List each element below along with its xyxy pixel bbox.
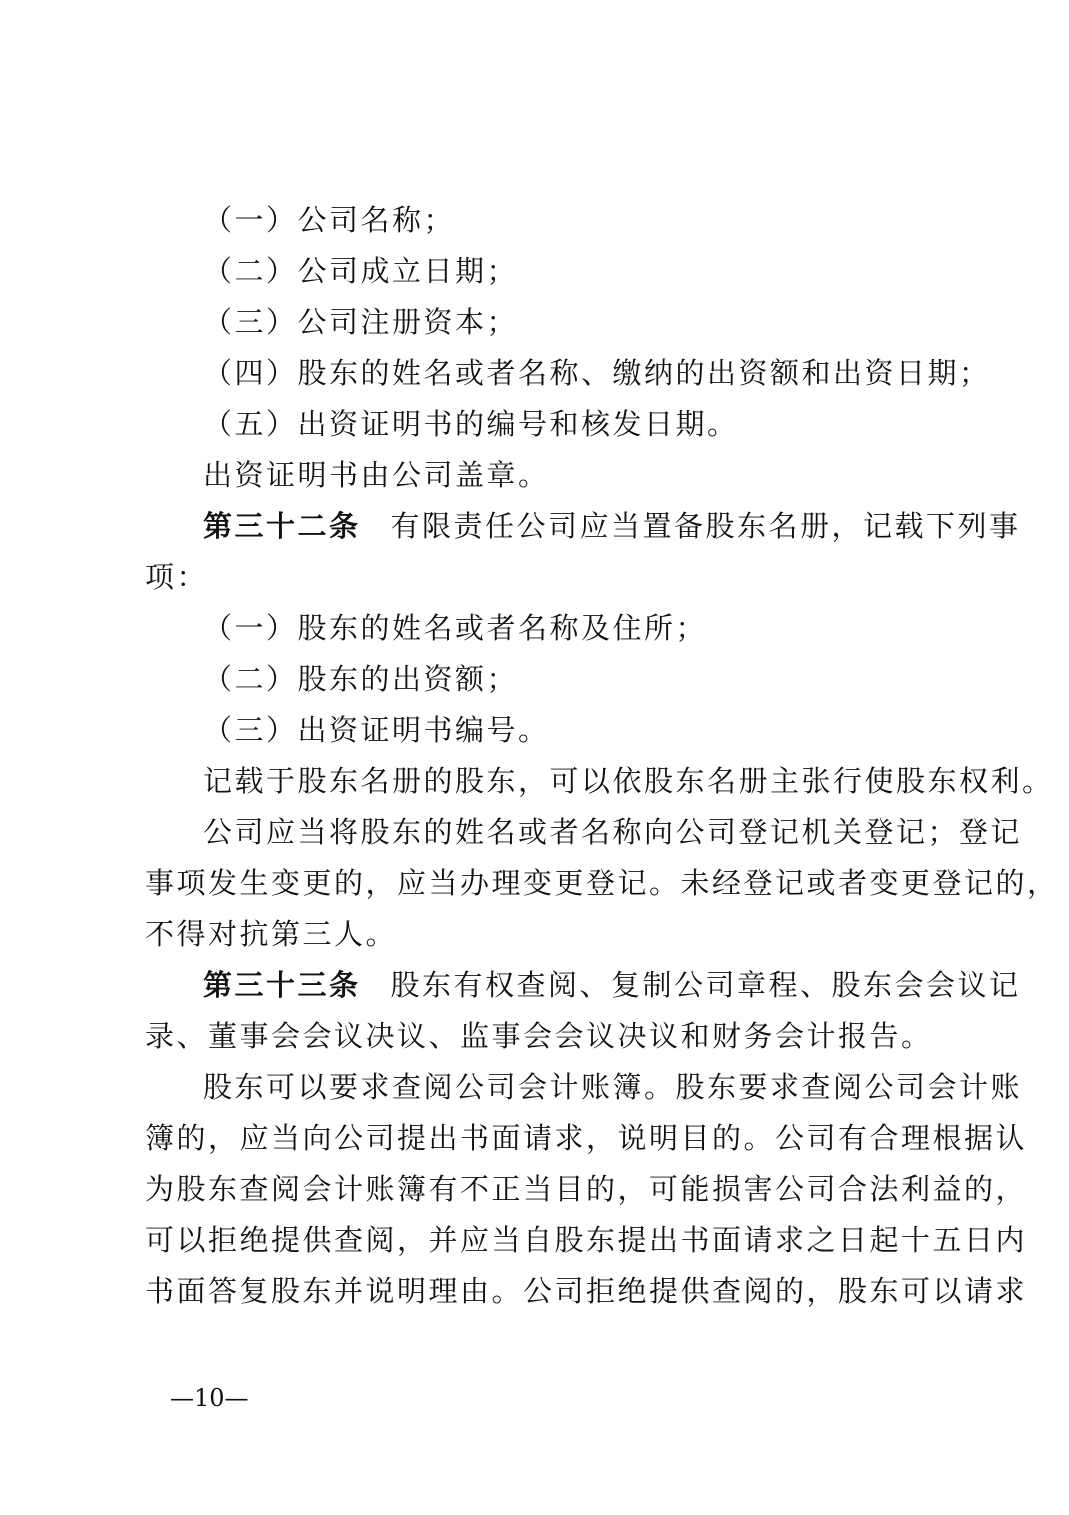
paragraph-line: 为股东查阅会计账簿有不正当目的，可能损害公司合法利益的， — [145, 1172, 1028, 1206]
list-item: （五）出资证明书的编号和核发日期。 — [203, 407, 739, 441]
article-32-text: 有限责任公司应当置备股东名册，记载下列事 — [390, 509, 1021, 543]
list-item: （三）出资证明书编号。 — [203, 713, 550, 747]
article-32-heading: 第三十二条 — [203, 509, 361, 543]
article-32-first-line — [203, 509, 1021, 543]
paragraph-line: 股东可以要求查阅公司会计账簿。股东要求查阅公司会计账 — [203, 1070, 1023, 1104]
list-item: （四）股东的姓名或者名称、缴纳的出资额和出资日期； — [203, 356, 991, 390]
list-item: （一）公司名称； — [203, 203, 456, 237]
list-item: （三）公司注册资本； — [203, 305, 519, 339]
list-item: （一）股东的姓名或者名称及住所； — [203, 611, 708, 645]
paragraph-line: 公司应当将股东的姓名或者名称向公司登记机关登记；登记 — [203, 815, 1023, 849]
article-33-heading: 第三十三条 — [203, 968, 361, 1002]
list-item: （二）股东的出资额； — [203, 662, 519, 696]
paragraph-line: 事项发生变更的，应当办理变更登记。未经登记或者变更登记的， — [145, 866, 1059, 900]
paragraph-line: 书面答复股东并说明理由。公司拒绝提供查阅的，股东可以请求 — [145, 1274, 1028, 1308]
article-33-first-line — [203, 968, 1021, 1002]
page-number: —10— — [170, 1384, 249, 1412]
list-item: （二）公司成立日期； — [203, 254, 519, 288]
paragraph-line: 项： — [145, 560, 209, 594]
article-33-text: 股东有权查阅、复制公司章程、股东会会议记 — [390, 968, 1021, 1002]
paragraph-line: 记载于股东名册的股东，可以依股东名册主张行使股东权利。 — [203, 764, 1054, 798]
paragraph-line: 簿的，应当向公司提出书面请求，说明目的。公司有合理根据认 — [145, 1121, 1028, 1155]
paragraph-line: 录、董事会会议决议、监事会会议决议和财务会计报告。 — [145, 1019, 933, 1053]
paragraph-line: 可以拒绝提供查阅，并应当自股东提出书面请求之日起十五日内 — [145, 1223, 1028, 1257]
paragraph-line: 出资证明书由公司盖章。 — [203, 458, 550, 492]
paragraph-line: 不得对抗第三人。 — [145, 917, 398, 951]
